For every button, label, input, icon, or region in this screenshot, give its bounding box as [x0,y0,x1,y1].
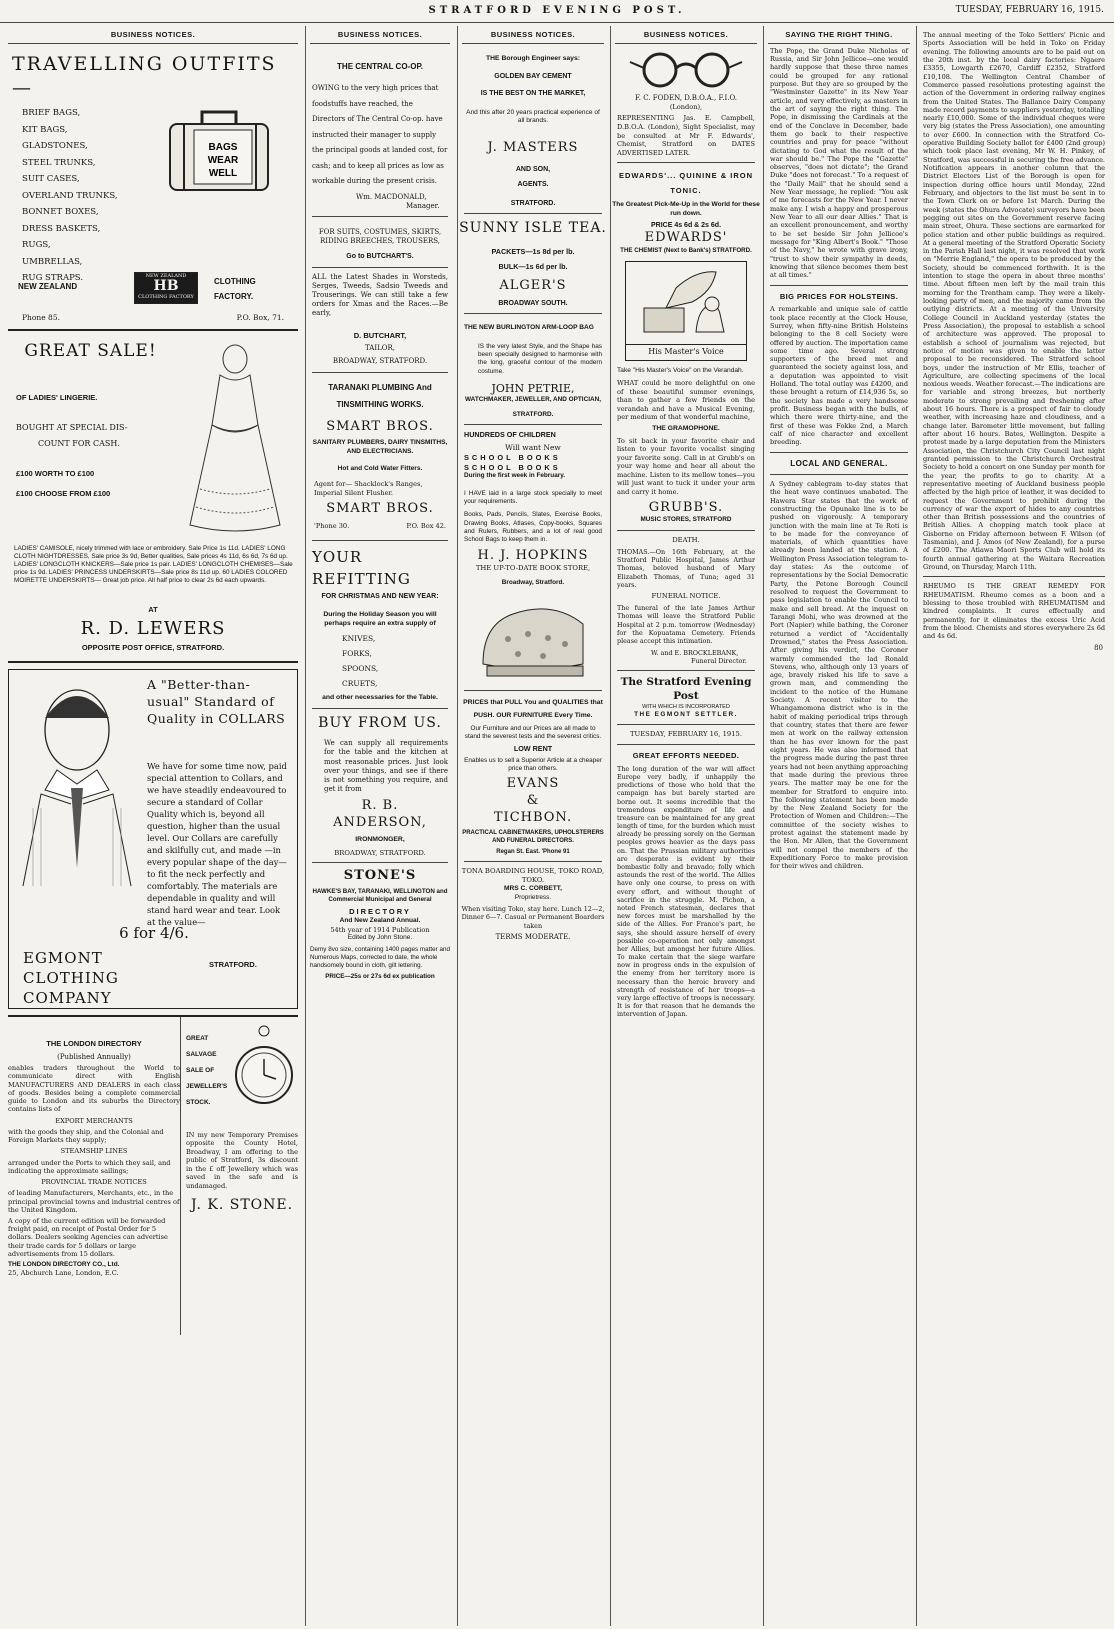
sale-title: GREAT SALE! [24,340,157,361]
pocket-watch-illustration [232,1023,296,1119]
edwards-sub: THE CHEMIST (Next to Bank's) STRATFORD. [620,247,752,255]
tichbon-address: Regan St. East. 'Phone 91 [496,848,570,855]
nz-left-label: NEW ZEALAND [18,281,78,291]
local-news-body: The annual meeting of the Toko Settlers' Picnic and Sports Association will be held in Toko on Friday evening. The following amounts are to be paid out on the 20th inst. by the local dairy factories: Ngaere £3355, Lowgarth £2670, Cardiff £2352, Stratford £10,108. The Wellington Central Chamber of Commerce passed resolutions protesting against the action of the Government in ordering railway engines from the United States. The Ballance Dairy Company made record payments to suppliers yesterday, totalling nearly £10,000. Some of the individual cheques were very big (states the Press Association), one amounting to over £600. In connection with the Stratford Co-operative Building Society ballot for £400 (2nd group) which took place last evening, Mr W. H. Pinkey, of Stratford, was successful in securing the free advance. Notification appears in another column that the District Electors List of the Borough is open for inspection during office hours until Monday, 22nd February, and objectors to the list must be sent in to the Town Clerk on or before 1st March. During the week (states the Ohura Advocate) surveyors have been pegging out sites on the Government reserve facing main street, Ohura. These sections are earmarked for police station and other public buildings as required. At a general meeting of the Stratford Operatic Society in the Parish Hall last night, it was resolved that work on "Merrie England," the opera to be produced by the Society, should be commenced forthwith. It is the intention to stage the opera in about three months' time. About fifteen men left by the mail train this morning for the Trentham camp. They were a likely-looking party of men, and the majority came from the outlying districts. At a meeting of the University College Council in Auckland yesterday (states the Press Association), the proposal to establish a school of architecture was approved. The proposal to establish a school of journalism was rejected, but notice of motion was given to enable the latter proposal to be reconsidered. The Stratford school boys, under the instruction of Mr Ellis, teacher of Agriculture, are collecting specimens of the local noxious weeds. Weather forecast.—The indications are for variable and strong breezes, but northerly moderate to strong prevailing and freshening after about 16 hours. There is a prospect of fair to cloudy weather, with increasing haze and cloudiness, and a change later. Barometer little movement, but falling after about 16 hours. Bates, Wellington. Despite a protest made by a large deputation from the Ministers Association, the Christchurch City Council last night granted permission to the Christchurch Orchestral Society to hold a concert on one Sunday per month for the year, the profits to go to charity. At a representative meeting of Auckland business people affected by the high price of leather, it was decided to request the Government to prohibit during the currency of war the export of hides to any countries other than British possessions and the countries of British Allies. A chopping match took place at Gisborne on Friday afternoon between F. Wilson (of Tasmania), and J. Amos (of New Zealand), for a purse of £200. The Atiawa Maori Sports Club will hold its fourth annual gathering at the Waitara Recreation Ground, on Thursday, March 11th. [923,31,1105,571]
funeral-body: The funeral of the late James Arthur Thomas will leave the Stratford Public Hospital at 2 p.m. tomorrow (Wednesday) for the Kopuatama Cemetery. Friends please accept this intimation. [617,604,755,646]
foden-name: F. C. FODEN, D.B.O.A., F.I.O. [635,93,737,102]
butchart-name: D. BUTCHART, [353,330,407,340]
svg-text:BAGS: BAGS [208,141,238,153]
furniture-body: Our Furniture and our Prices are all made to stand the severest tests and the severest critics. [464,724,602,740]
masters-role: AGENTS. [517,180,549,188]
couch-illustration [473,594,593,684]
stones-title: STONE'S [343,868,417,884]
taranaki-plumbing: TARANAKI PLUMBING And TINSMITHING WORKS. [328,382,432,409]
sale-line-1: BOUGHT AT SPECIAL DIS- [16,422,128,432]
collar-title: A "Better-than-usual" Standard of Quality in COLLARS [147,676,286,726]
school-books-2: SCHOOL BOOKS [464,462,561,472]
directory-body: enables traders throughout the World to communicate direct with English MANUFACTURERS AND DEALERS in each class of goods. Besides being a complete commercial guide to London and its suburbs the Directory contains lists of [8,1064,180,1114]
stones-directory: DIRECTORY [349,907,411,917]
great-efforts-title: GREAT EFFORTS NEEDED. [632,751,740,761]
hmv-label: His Master's Voice [626,344,746,357]
burlington-body: IS the very latest Style, and the Shape has been specially designed to harmonise with the long, graceful contour of the modern costume. [478,342,602,375]
travel-item: RUGS, [22,240,51,251]
butchart-address: BROADWAY, STRATFORD. [332,357,428,366]
death-title: DEATH. [672,535,700,544]
anderson-name: ANDERSON, [333,814,427,830]
grubbs-name: GRUBB'S. [648,499,724,515]
foden-body: REPRESENTING Jas. E. Campbell, D.B.O.A. (London), Sight Specialist, may be consulted at Mr F. Edwards', Chemist, Stratford on DATES ADVERTISED LATER. [617,114,755,157]
toko-house: TONA BOARDING HOUSE, TOKO ROAD, TOKO. [461,867,605,885]
phone-number: Phone 85. [22,312,60,322]
corbett-name: MRS C. CORBETT, [504,885,562,893]
ampersand: & [526,793,540,809]
column-6 [916,26,1111,1626]
directory-address: 25, Abchurch Lane, London, E.C. [8,1269,119,1278]
contact-row [8,309,298,331]
quinine-price: PRICE 4s 6d & 2s 6d. [650,222,722,230]
refitting-item: KNIVES, [342,634,376,644]
death-body: THOMAS.—On 16th February, at the Stratford Public Hospital, James Arthur Thomas, beloved husband of Mary Elizabeth Thomas, of Tuna; aged 31 years. [617,547,755,589]
paper-sub-2: THE EGMONT SETTLER. [634,710,738,718]
page-folio: 80 [1094,643,1103,652]
masters-name: J. MASTERS [487,139,579,155]
column-header: BUSINESS NOTICES. [615,26,757,44]
salvage-body: IN my new Temporary Premises opposite the County Hotel, Broadway, I am offering to the public of Stratford, 3s discount in the £ off Jewellery which was saved in the safe and is undamaged. [186,1130,298,1190]
smart-bros-subtitle: SANITARY PLUMBERS, DAIRY TINSMITHS, AND ELECTRICIANS. [312,439,448,455]
refitting-item: CRUETS, [342,679,378,689]
sale-items-list: LADIES' CAMISOLE, nicely trimmed with lace or embroidery. Sale Price 1s 11d. LADIES' LONG CLOTH NIGHTDRESSES, Sale price 3s 9d, Better qualities, Sale prices 4s 11d, 6s 6d, 7s 6d up. LADIES' LONGCLOTH KNICKERS—Sale price 1s pair. LADIES' LONGCLOTH CHEMISES—Sale price 1s 9d. LADIES' PRINCESS UNDERSKIRTS—Sale price 8s 11d up. 60 LADIES COLORED MOIRETTE UNDERSKIRTS— Great job price. All half price to clear 2s 6d each upwards. [14,544,293,584]
export-title: EXPORT MERCHANTS [55,1116,133,1125]
column-2 [305,26,454,1626]
children-title: HUNDREDS OF CHILDREN [464,429,556,439]
great-sale-ad [8,331,298,663]
choose-line: £100 CHOOSE FROM £100 [16,488,111,498]
travel-item: RUG STRAPS. [22,273,84,284]
travel-item: STEEL TRUNKS, [22,157,96,168]
column-3 [457,26,608,1626]
rheumo-ad: RHEUMO IS THE GREAT REMEDY FOR RHEUMATISM. Rheumo comes as a boon and a blessing to those troubled with RHEUMATISM and kindred complaints. It cures effectually and permanently, for it eliminates the excess Uric Acid from the blood. Chemists and stores everywhere 2s 6d and 4s 6d. [923,582,1105,641]
spectacles-icon [626,48,746,90]
grubbs-sub: MUSIC STORES, STRATFORD [640,516,732,524]
algers-name: ALGER'S [499,277,567,293]
corbett-role: Proprietress. [514,893,552,901]
worth-line: £100 WORTH TO £100 [16,468,95,478]
nz-right-label: CLOTHING FACTORY. [214,276,256,301]
refitting-body: During the Holiday Season you will perhaps require an extra supply of [323,610,437,627]
tichbon-name: TICHBON. [493,810,573,826]
column-header: BUSINESS NOTICES. [8,26,298,44]
sunny-isle-tea: SUNNY ISLE TEA. [459,219,607,236]
travel-item: KIT BAGS, [22,124,68,135]
butchart-go: Go to BUTCHART'S. [346,253,414,261]
directory-copy: A copy of the current edition will be forwarded freight paid, on receipt of Postal Order for 5 dollars. Dealers seeking Agencies can advertise their trade cards for 5 dollars or large advertisements from 15 dollars. [8,1217,168,1258]
london-directory-ad [8,1017,181,1335]
packets-price: PACKETS—1s 8d per lb. [491,246,575,256]
low-rent-body: Enables us to sell a Superior Article at a cheaper price than others. [464,756,602,772]
algers-address: BROADWAY SOUTH. [498,299,568,307]
refitting-items [306,631,454,691]
paper-date: TUESDAY, FEBRUARY 16, 1915. [629,730,743,739]
buy-body: We can supply all requirements for the table and the kitchen at most reasonable prices. Just look over your things, and see if there is not something you require, and get it from [324,739,448,793]
smart-agent: Agent for— Shacklock's Ranges, Imperial Silent Flusher. [314,480,423,497]
hmv-tagline: Take "His Master's Voice" on the Verandah. [617,367,744,375]
masters-sub: AND SON, [515,165,551,173]
hopkins-sub: THE UP-TO-DATE BOOK STORE, [475,564,591,573]
funeral-title: FUNERAL NOTICE. [651,592,721,601]
hopkins-name: H. J. HOPKINS [477,547,589,563]
egmont-town: STRATFORD. [209,959,257,969]
masthead [0,0,1114,23]
collars-ad [8,669,298,1009]
smart-pobox: P.O. Box 42. [406,522,446,531]
column-4 [610,26,761,1626]
travel-item: GLADSTONES, [22,141,88,152]
collar-price: 6 for 4/6. [119,923,189,942]
local-general-title: LOCAL AND GENERAL. [790,458,888,468]
smart-bros-title: SMART BROS. [326,418,434,434]
lady-lingerie-illustration [180,339,290,539]
stones-body: Demy 8vo size, containing 1400 pages matter and Numerous Maps, corrected to date, the whole handsomely bound in cloth, gilt lettering. [310,945,451,970]
salvage-sale-ad [186,1017,298,1335]
ironmonger: IRONMONGER, [355,835,405,843]
tichbon-sub: PRACTICAL CABINETMAKERS, UPHOLSTERERS AND FUNERAL DIRECTORS. [462,829,604,844]
refitting-other: and other necessaries for the Table. [322,694,438,702]
furniture-headline: PRICES that PULL You and QUALITIES that PUSH. OUR FURNITURE Every Time. [463,698,603,719]
smart-hot-water: Hot and Cold Water Fitters. [337,464,423,472]
travel-item: UMBRELLAS, [22,256,83,267]
collar-body: We have for some time now, paid special attention to Collars, and we have steadily endeavoured to secure a standard of Collar Quality which is, beyond all question, higher than the usual level. Our Collars are carefully and skilfully cut, and made —in every popular shape of the day—to fit the neck perfectly and comfortably. The materials are dependable in quality and will stand hard wear and tear. Look at the value— [147,760,287,927]
stones-subtitle: HAWKE'S BAY, TARANAKI, WELLINGTON and Commercial Municipal and General [312,888,448,904]
funeral-role: Funeral Director. [691,657,747,666]
cement-intro: THE Borough Engineer says: [485,54,581,62]
cement-best: IS THE BEST ON THE MARKET, [480,89,586,97]
butchart-items: FOR SUITS, COSTUMES, SKIRTS, RIDING BREECHES, TROUSERS, [318,227,442,245]
cement-body: And this after 20 years practical experience of all brands. [466,108,600,125]
his-masters-voice-logo [625,261,747,361]
prov-body: of leading Manufacturers, Merchants, etc., in the principal provincial towns and industrial centres of the United Kingdom. [8,1189,180,1214]
svg-text:WELL: WELL [208,167,238,179]
travel-item: BRIEF BAGS, [22,108,81,119]
masters-town: STRATFORD. [510,199,556,207]
suitcase-illustration [164,102,274,194]
low-rent: LOW RENT [513,744,553,754]
holsteins-body: A remarkable and unique sale of cattle took place recently at the Clock House, Surrey, when fifty-nine British Holsteins belonging to the 8 cell Society were offered by auction. The importation came some time ago. Several strong supporters of the breed met and guaranteed the society against loss, and a deputation was appointed to visit Holland. The total outlay was £4200, and these brought a return of £14,936 5s, so the society has made a very handsome profit. Business began with the bulls, of which there were thirty-nine, and the first of these was Fokke 2nd, a March calf of nice character and excellent breeding. [770,305,908,447]
lewers-address: OPPOSITE POST OFFICE, STRATFORD. [81,642,225,652]
directory-annual: (Published Annually) [57,1052,131,1061]
column-header: BUSINESS NOTICES. [462,26,604,44]
edwards-name: EDWARDS' [644,230,728,246]
burlington-title: THE NEW BURLINGTON ARM-LOOP BAG [464,323,594,331]
smart-bros-title-2: SMART BROS. [326,501,434,517]
cement-name: GOLDEN BAY CEMENT [494,72,572,80]
hopkins-address: Broadway, Stratford. [501,579,565,587]
travel-item: SUIT CASES, [22,174,80,185]
directory-title: THE LONDON DIRECTORY [46,1038,142,1048]
column-1 [4,26,302,1626]
bulk-price: BULK—1s 6d per lb. [498,262,568,272]
stone-name: J. K. STONE. [190,1197,294,1214]
issue-date: TUESDAY, FEBRUARY 16, 1915. [955,5,1104,15]
steam-title: STEAMSHIP LINES [60,1147,128,1156]
february-note: During the first week in February. [464,472,566,480]
refitting-subtitle: FOR CHRISTMAS AND NEW YEAR: [321,592,439,600]
want-new: Will want New [505,443,561,453]
local-general-body: A Sydney cablegram to-day states that the heat wave continues unabated. The Hawera Star states that the work of constructing the Opunake line is to be pushed on vigorously. A temporary junction with the main line at Te Roti is to be made for the conveyance of materials, of which quantities have already been landed at the station. A Wellington Press Association telegram to-day states: As the outcome of representations by the Social Democratic Party, the Petone Borough Council resolved to request the Government to pass legislation to enable the Council to make and sell bread. At the inquest on Tarangi Mohi, who was drowned at the Port (Napier) while bathing, the Coroner returned a verdict of "Accidentally Drowned," states the Press Association. After giving his verdict, the Coroner warmly commended the lad Ronald Stevens, who, although only 13 years of age, bravely risked his life to save a grown man, and commending the incident to the notice of the Humane Society. A recent visitor to the Whangamomona district who is in the habit of making periodical trips through that country, states that there are fewer men at work on the railway extension than he has ever known for the past eight years. He was also informed that the progress made during the past three years had not been anything approaching that made during the previous three years. The matter may be one for the member for Stratford to enquire into. The following statement has been made by the New Zealand Society for the Protection of Women and Children:—The committee of the society wishes to protest against the statement made by the Hon. Mr Allen, that the Government will not compel the members of the Expeditionary Force to make provision for their wives and children. [770,479,908,871]
butchart-role: TAILOR, [365,344,395,353]
petrie-sub: WATCHMAKER, JEWELLER, AND OPTICIAN, [465,396,601,404]
sale-subtitle: OF LADIES' LINGERIE. [16,392,98,402]
hb-logo: NEW ZEALAND HB CLOTHING FACTORY [134,272,198,304]
evans-name: EVANS [506,776,560,792]
refitting-item: FORKS, [342,649,372,659]
quinine-title: EDWARDS'... QUININE & IRON TONIC. [618,171,754,196]
hopkins-list: Books, Pads, Pencils, Slates, Exercise Books, Drawing Books, Atlases, Copy-books, Squares and Rulers, Rubbers, and a lot of real good School Bags to keep them in. [464,511,602,544]
stones-editor: Edited by John Stone. [347,934,413,942]
prov-title: PROVINCIAL TRADE NOTICES [41,1178,147,1187]
salvage-title: GREAT SALVAGE SALE OF JEWELLER'S STOCK. [186,1034,228,1106]
toko-body: When visiting Toko, stay here. Lunch 12—2, Dinner 6—7. Casual or Permanent Boarders taken [461,904,605,930]
butchart-body: ALL the Latest Shades in Worsteds, Serges, Tweeds, Sadsio Tweeds and Trouserings. We can still take a few orders for Xmas and the Races.—Be early, [312,273,448,318]
saying-right-thing-body: The Pope, the Grand Duke Nicholas of Russia, and Sir John Jellicoe—one would hardly suppose that these three names could be grouped for any rational purpose. But they are so grouped by the "Westminster Gazette" in its New Year article, and very effectively, as masters in the art of saying the right thing. The Pope, in dismissing the Cardinals at the end of the Conclave in December, bade them go back to their respective countries and pray for peace "without dictating to God what the result of the war should be." The Pope the "Gazette" observes, "does not dictate"; the Grand Duke "does not forecast." To a request of the "Daily Mail" that he should send a New Year message, he replied: "You ask of me forecasts for the New Year. I never make any. I wish a happy and prosperous New Year to all our dear Allies." That is an excellent pronouncement, and worthy to be set beside Sir John Jellicoe's message for "King Albert's Book." "Those of the Navy," he wrote with grave irony, "trust to show their sympathy in deeds, knowing that silence becomes them best at all times." [770,46,908,280]
buy-from-us: BUY FROM US. [318,715,442,732]
holsteins-title: BIG PRICES FOR HOLSTEINS. [779,291,899,301]
hopkins-body: I HAVE laid in a large stock specially to meet your requirements. [464,489,602,505]
terms-moderate: TERMS MODERATE. [495,932,571,941]
directory-company: THE LONDON DIRECTORY CO., Ltd. [8,1261,120,1269]
egmont-name: EGMONT CLOTHING COMPANY [23,948,119,1007]
stones-annual: And New Zealand Annual. [339,917,421,925]
school-books-1: SCHOOL BOOKS [464,453,561,463]
smart-phone: 'Phone 30. [314,522,350,531]
smart-contacts [306,518,454,535]
travel-item: DRESS BASKETS, [22,223,101,234]
svg-text:WEAR: WEAR [207,154,239,166]
coop-title: THE CENTRAL CO-OP. [337,61,423,71]
petrie-town: STRATFORD. [512,410,554,418]
newspaper-title: STRATFORD EVENING POST. [428,5,686,16]
quinine-sub: The Greatest Pick-Me-Up in the World for these run down. [612,201,760,217]
po-box: P.O. Box, 71. [236,312,284,322]
lewers-name: R. D. LEWERS [80,617,226,639]
sale-line-2: COUNT FOR CASH. [38,438,120,448]
gramophone-title: THE GRAMOPHONE. [652,424,720,432]
paper-nameplate: The Stratford Evening Post [620,676,752,702]
at-label: AT [148,604,158,614]
gramophone-dog-icon [626,262,746,342]
travelling-outfits-ad [4,44,302,309]
coop-role: Manager. [406,201,440,210]
saying-right-thing-title: SAYING THE RIGHT THING. [768,26,910,44]
petrie-name: JOHN PETRIE, [491,381,575,395]
bottom-ads [8,1015,298,1337]
column-header: BUSINESS NOTICES. [310,26,450,44]
column-5 [763,26,914,1626]
ad-title: TRAVELLING OUTFITS— [12,52,277,100]
refitting-item: SPOONS, [342,664,379,674]
funeral-signature: W. and E. BROCKLEBANK, [651,648,739,657]
coop-signature: Wm. MACDONALD, [356,192,427,201]
rb-initials: R. B. [361,797,399,813]
travel-item: OVERLAND TRUNKS, [22,190,118,201]
refitting-title: YOUR REFITTING [312,547,411,588]
stones-year: 54th year of 1914 Publication [330,925,430,934]
travel-item: BONNET BOXES, [22,207,99,218]
coop-body: OWING to the very high prices that foodstuffs have reached, the Directors of The Central Co-op. have instructed their manager to supply the principal goods at landed cost, for cash; and to keep all prices as low as workable during the present crisis. [312,84,448,186]
hmv-body: WHAT could be more delightful on one of these beautiful summer evenings, than to gather a few friends on the verandah and have a Musical Evening, per medium of that wonderful machine, [617,378,755,422]
gramophone-body: To sit back in your favorite chair and listen to your favorite vocalist singing your favorite song. Call in at Grubb's on your way home and hear all about the machine. Listen to its mellow tones—you will just want to tuck it under your arm and carry it home. [617,436,755,496]
ironmonger-address: BROADWAY, STRATFORD. [334,848,426,857]
steam-body: arranged under the Ports to which they sail, and indicating the approximate sailings; [8,1158,171,1175]
stones-price: PRICE—25s or 27s 6d ex publication [325,973,435,981]
foden-location: (London), [669,102,703,111]
export-body: with the goods they ship, and the Colonial and Foreign Markets they supply; [8,1127,164,1145]
great-efforts-body: The long duration of the war will affect Europe very badly, if unhappily the predictions of those who hold that the campaign has but barely started are borne out. It seems incredible that the tremendous expenditure of life and treasure can be maintained for any great length of time, for the burden which must already be pressing sorely on the German peoples grows heavier as the days pass on. That the Prussian military authorities are desperate is evident by their bombastic folly and bravado; folly which astounds the rest of the world. The Allies have only one course, to press on with every effort, and without thought of sacrifice in the struggle. M. Pichon, a noted French statesman, declares that new forces must be marshalled by the side of the Allies. For France's part, he says, she should assure herself of every possible co-operation not only amongst her Allies, but amongst her future Allies. To make certain that the siege warfare now in progress ends in the expulsion of the enemy from her territory more is necessary than the heroic bravery and strength of resistance of her troops—a very large effective of troops is necessary. It is for that reason that he demands the intervention of Japan. [617,764,755,1019]
paper-sub: WITH WHICH IS INCORPORATED [642,703,730,710]
